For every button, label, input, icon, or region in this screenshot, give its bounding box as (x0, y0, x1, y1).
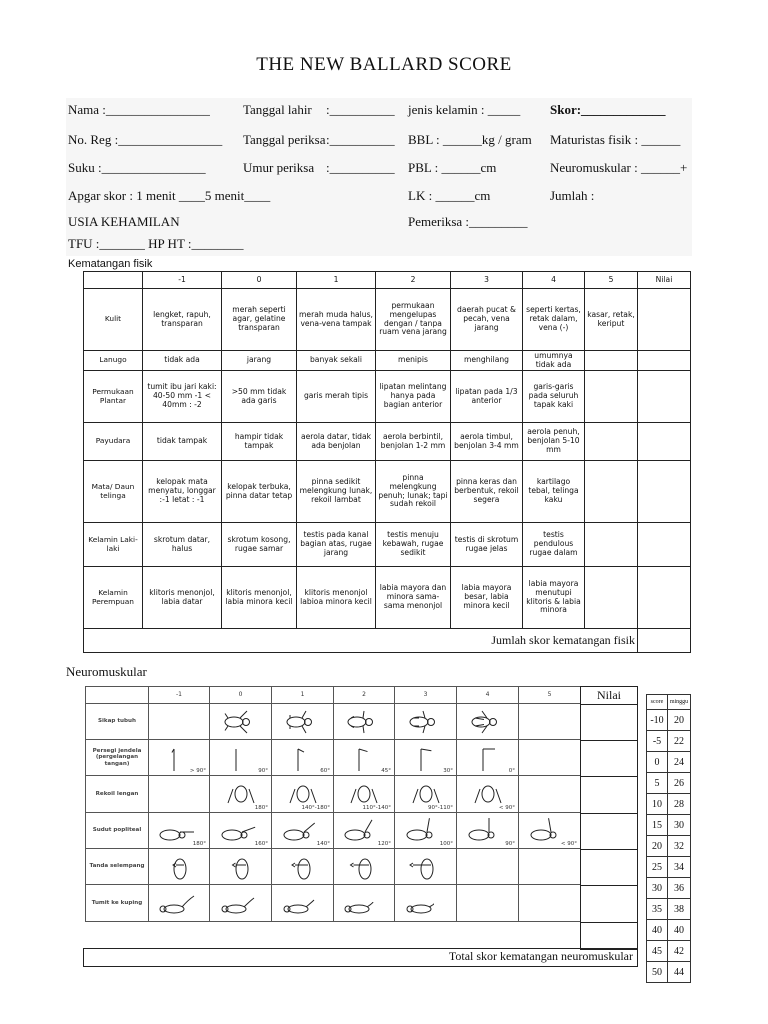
neuro-cell (210, 704, 272, 740)
physical-row (84, 289, 691, 351)
physical-col-header: 3 (451, 272, 523, 289)
neuro-cell (457, 849, 519, 885)
neuro-row (86, 813, 581, 849)
physical-cell: testis pada kanal bagian atas, rugae jarang (297, 523, 376, 567)
neuro-cell (334, 776, 395, 813)
physical-cell: garis-garis pada seluruh tapak kaki (523, 371, 585, 423)
neuro-cell (334, 704, 395, 740)
weeks-value: 24 (668, 752, 691, 773)
neuro-cell (395, 885, 457, 922)
physical-total-row (84, 629, 691, 653)
neuro-row (86, 885, 581, 922)
wrist-angle-icon (463, 743, 513, 773)
weeks-value: 36 (668, 878, 691, 899)
neuro-cell (519, 704, 581, 740)
neuro-nilai-cell[interactable] (581, 886, 637, 923)
physical-cell: skrotum kosong, rugae samar (222, 523, 297, 567)
physical-nilai-cell[interactable] (638, 371, 691, 423)
neuro-cell (334, 885, 395, 922)
field-jenis-kelamin[interactable]: jenis kelamin : _____ (408, 102, 521, 117)
field-maturitas-fisik[interactable]: Maturistas fisik : ______ (550, 132, 681, 147)
physical-cell (585, 567, 638, 629)
heel-to-ear-icon (154, 888, 204, 918)
neuro-cell (149, 885, 210, 922)
weeks-value: 40 (668, 920, 691, 941)
score-conversion-table (646, 694, 691, 983)
score-value: 25 (647, 857, 668, 878)
neuro-section-title: Neuromuskular (66, 664, 147, 679)
heel-to-ear-icon (339, 888, 389, 918)
neuro-nilai-cell[interactable] (581, 850, 637, 886)
weeks-value: 20 (668, 710, 691, 731)
neuro-nilai-cell[interactable] (581, 705, 637, 741)
neuro-col-header: 1 (272, 687, 334, 704)
score-value: 0 (647, 752, 668, 773)
field-nama[interactable]: Nama :________________ (68, 102, 210, 117)
score-row (647, 899, 691, 920)
neuro-nilai-column (580, 686, 638, 950)
heel-to-ear-icon (401, 888, 451, 918)
neuro-cell (457, 704, 519, 740)
neuro-cell (395, 740, 457, 776)
neuro-angle-label: 0° (508, 767, 515, 774)
physical-row (84, 351, 691, 371)
physical-cell: kelopak terbuka, pinna datar tetap (222, 461, 297, 523)
physical-cell: labia mayora dan minora sama-sama menonjol (376, 567, 451, 629)
field-bbl[interactable]: BBL : ______kg / gram (408, 132, 532, 147)
physical-row (84, 371, 691, 423)
neuro-cell (395, 813, 457, 849)
neuro-row-label: Tumit ke kuping (86, 885, 149, 922)
field-no-reg[interactable]: No. Reg :________________ (68, 132, 223, 147)
neuro-nilai-header: Nilai (581, 687, 637, 705)
neuro-cell (272, 885, 334, 922)
neuromuscular-table (85, 686, 581, 922)
score-header-cell: minggu (668, 695, 691, 710)
score-row (647, 794, 691, 815)
score-row (647, 878, 691, 899)
neuro-total-row (83, 948, 638, 967)
neuro-cell (519, 813, 581, 849)
physical-cell: labia mayora besar, labia minora kecil (451, 567, 523, 629)
score-value: 20 (647, 836, 668, 857)
neuro-row-label: Rekoil lengan (86, 776, 149, 813)
physical-cell: tidak ada (143, 351, 222, 371)
score-row (647, 941, 691, 962)
physical-cell: testis pendulous rugae dalam (523, 523, 585, 567)
weeks-value: 30 (668, 815, 691, 836)
physical-cell: pinna melengkung penuh; lunak; tapi sudah rekoil (376, 461, 451, 523)
score-header-cell: score (647, 695, 668, 710)
neuro-angle-label: 180° (192, 840, 206, 847)
physical-cell: skrotum datar, halus (143, 523, 222, 567)
physical-row-label: Kelamin Perempuan (84, 567, 143, 629)
score-value: 15 (647, 815, 668, 836)
physical-row (84, 461, 691, 523)
score-row (647, 857, 691, 878)
neuro-angle-label: 100° (439, 840, 453, 847)
score-value: 45 (647, 941, 668, 962)
neuro-row (86, 704, 581, 740)
posture-figure-icon (401, 707, 451, 737)
weeks-value: 26 (668, 773, 691, 794)
weeks-value: 22 (668, 731, 691, 752)
field-jumlah[interactable]: Jumlah : (550, 188, 595, 203)
score-row (647, 962, 691, 983)
physical-nilai-cell[interactable] (638, 289, 691, 351)
physical-row-label: Kelamin Laki-laki (84, 523, 143, 567)
weeks-value: 28 (668, 794, 691, 815)
score-value: 5 (647, 773, 668, 794)
neuro-cell (210, 885, 272, 922)
physical-cell: permukaan mengelupas dengan / tanpa ruam vena jarang (376, 289, 451, 351)
physical-cell: tumit ibu jari kaki: 40-50 mm -1 < 40mm : -2 (143, 371, 222, 423)
physical-col-header: 2 (376, 272, 451, 289)
field-suku[interactable]: Suku :________________ (68, 160, 206, 175)
neuro-angle-label: 140°-180° (301, 804, 330, 811)
physical-cell (585, 523, 638, 567)
physical-cell: testis menuju kebawah, rugae sedikit (376, 523, 451, 567)
neuro-row-label: Tanda selempang (86, 849, 149, 885)
physical-col-header: 1 (297, 272, 376, 289)
physical-cell: menghilang (451, 351, 523, 371)
neuro-cell (149, 849, 210, 885)
physical-row-label: Lanugo (84, 351, 143, 371)
neuro-cell (519, 776, 581, 813)
physical-cell: testis di skrotum rugae jelas (451, 523, 523, 567)
neuro-angle-label: < 90° (498, 804, 515, 811)
physical-cell: lipatan melintang hanya pada bagian anterior (376, 371, 451, 423)
neuro-cell (334, 813, 395, 849)
neuro-cell (457, 813, 519, 849)
neuro-row (86, 740, 581, 776)
score-row (647, 752, 691, 773)
physical-section-title: Kematangan fisik (68, 258, 153, 270)
physical-col-header: 0 (222, 272, 297, 289)
score-row (647, 815, 691, 836)
field-neuromuskular[interactable]: Neuromuskular : ______+ (550, 160, 688, 175)
neuro-row-label: Sikap tubuh (86, 704, 149, 740)
neuro-cell (149, 776, 210, 813)
physical-cell: hampir tidak tampak (222, 423, 297, 461)
physical-cell: merah muda halus, vena-vena tampak (297, 289, 376, 351)
score-row (647, 836, 691, 857)
posture-figure-icon (216, 707, 266, 737)
score-value: 50 (647, 962, 668, 983)
neuro-cell (210, 813, 272, 849)
neuro-cell (519, 849, 581, 885)
document-title: THE NEW BALLARD SCORE (256, 54, 512, 75)
physical-cell: kasar, retak, keriput (585, 289, 638, 351)
neuro-cell (149, 740, 210, 776)
physical-cell: kelopak mata menyatu, longgar :-1 letat : -1 (143, 461, 222, 523)
physical-row-label: Payudara (84, 423, 143, 461)
neuro-nilai-cell[interactable] (581, 814, 637, 850)
physical-maturity-table (83, 271, 691, 653)
physical-cell: merah seperti agar, gelatine transparan (222, 289, 297, 351)
physical-cell (585, 371, 638, 423)
weeks-value: 38 (668, 899, 691, 920)
physical-col-header: 4 (523, 272, 585, 289)
neuro-col-header: 4 (457, 687, 519, 704)
neuro-angle-label: 120° (377, 840, 391, 847)
heel-to-ear-icon (216, 888, 266, 918)
neuro-angle-label: 30° (443, 767, 453, 774)
neuro-angle-label: 110°-140° (362, 804, 391, 811)
neuro-cell (457, 885, 519, 922)
posture-figure-icon (463, 707, 513, 737)
neuro-angle-label: 45° (381, 767, 391, 774)
physical-cell: aerola datar, tidak ada benjolan (297, 423, 376, 461)
score-value: 30 (647, 878, 668, 899)
physical-cell: aerola berbintil, benjolan 1-2 mm (376, 423, 451, 461)
physical-col-header: -1 (143, 272, 222, 289)
physical-cell: aerola penuh, benjolan 5-10 mm (523, 423, 585, 461)
neuro-cell (334, 740, 395, 776)
physical-cell: aerola timbul, benjolan 3-4 mm (451, 423, 523, 461)
physical-row (84, 423, 691, 461)
physical-nilai-cell[interactable] (638, 523, 691, 567)
field-pbl[interactable]: PBL : ______cm (408, 160, 497, 175)
field-umur-periksa[interactable]: :__________ (326, 160, 395, 175)
neuro-col-header: 2 (334, 687, 395, 704)
physical-cell: kartilago tebal, telinga kaku (523, 461, 585, 523)
neuro-cell (210, 740, 272, 776)
neuro-header-row (86, 687, 581, 704)
physical-cell (585, 423, 638, 461)
weeks-value: 44 (668, 962, 691, 983)
scarf-sign-icon (154, 852, 204, 882)
neuro-angle-label: 90°-110° (428, 804, 453, 811)
neuro-row (86, 849, 581, 885)
neuro-row (86, 776, 581, 813)
neuro-cell (457, 740, 519, 776)
weeks-value: 34 (668, 857, 691, 878)
neuro-cell (272, 704, 334, 740)
score-value: -5 (647, 731, 668, 752)
physical-header-row (84, 272, 691, 289)
patient-info-form (66, 98, 692, 256)
physical-cell: umumnya tidak ada (523, 351, 585, 371)
label-tanggal-lahir: Tanggal lahir (243, 102, 312, 117)
physical-cell: pinna keras dan berbentuk, rekoil segera (451, 461, 523, 523)
score-value: 35 (647, 899, 668, 920)
neuro-angle-label: 160° (254, 840, 268, 847)
neuro-cell (395, 704, 457, 740)
physical-cell: seperti kertas, retak dalam, vena (-) (523, 289, 585, 351)
physical-row (84, 567, 691, 629)
field-skor[interactable]: Skor:_____________ (550, 102, 666, 117)
scarf-sign-icon (401, 852, 451, 882)
scarf-sign-icon (216, 852, 266, 882)
physical-cell: banyak sekali (297, 351, 376, 371)
physical-cell: jarang (222, 351, 297, 371)
field-lk[interactable]: LK : ______cm (408, 188, 491, 203)
physical-cell (585, 461, 638, 523)
neuro-angle-label: 90° (505, 840, 515, 847)
score-value: -10 (647, 710, 668, 731)
neuro-cell (395, 849, 457, 885)
heel-to-ear-icon (278, 888, 328, 918)
label-umur-periksa: Umur periksa (243, 160, 315, 175)
physical-cell: klitoris menonjol labioa minora kecil (297, 567, 376, 629)
neuro-col-header: 5 (519, 687, 581, 704)
neuro-nilai-cell[interactable] (581, 741, 637, 777)
neuro-col-header: 0 (210, 687, 272, 704)
physical-nilai-cell[interactable] (638, 567, 691, 629)
neuro-angle-label: > 90° (189, 767, 206, 774)
field-tanggal-lahir[interactable]: :__________ (326, 102, 395, 117)
neuro-cell (519, 740, 581, 776)
neuro-cell (457, 776, 519, 813)
field-pemeriksa[interactable]: Pemeriksa :_________ (408, 214, 528, 229)
neuro-cell (334, 849, 395, 885)
neuro-cell (149, 813, 210, 849)
physical-total-value[interactable] (638, 629, 691, 653)
neuro-cell (149, 704, 210, 740)
score-value: 40 (647, 920, 668, 941)
neuro-angle-label: 180° (254, 804, 268, 811)
physical-header-corner (84, 272, 143, 289)
physical-cell: pinna sedikit melengkung lunak, rekoil lambat (297, 461, 376, 523)
neuro-cell (272, 776, 334, 813)
field-tanggal-periksa[interactable]: :__________ (326, 132, 395, 147)
neuro-cell (210, 849, 272, 885)
physical-row-label: Mata/ Daun telinga (84, 461, 143, 523)
physical-cell: daerah pucat & pecah, vena jarang (451, 289, 523, 351)
weeks-value: 42 (668, 941, 691, 962)
score-value: 10 (647, 794, 668, 815)
weeks-value: 32 (668, 836, 691, 857)
physical-row-label: Permukaan Plantar (84, 371, 143, 423)
score-row (647, 731, 691, 752)
neuro-cell (272, 849, 334, 885)
physical-nilai-cell[interactable] (638, 423, 691, 461)
physical-col-header: Nilai (638, 272, 691, 289)
neuro-cell (519, 885, 581, 922)
physical-row-label: Kulit (84, 289, 143, 351)
neuro-nilai-cell[interactable] (581, 777, 637, 814)
score-row (647, 773, 691, 794)
physical-cell: >50 mm tidak ada garis (222, 371, 297, 423)
physical-col-header: 5 (585, 272, 638, 289)
label-usia-kehamilan: USIA KEHAMILAN (68, 214, 180, 229)
neuro-angle-label: 90° (258, 767, 268, 774)
physical-total-label: Jumlah skor kematangan fisik (84, 629, 638, 653)
physical-cell: lipatan pada 1/3 anterior (451, 371, 523, 423)
physical-cell: labia mayora menutupi klitoris & labia minora (523, 567, 585, 629)
neuro-col-header: -1 (149, 687, 210, 704)
score-row (647, 920, 691, 941)
neuro-col-header: 3 (395, 687, 457, 704)
physical-cell: garis merah tipis (297, 371, 376, 423)
neuro-row-label: Persegi jendela (pergelangan tangan) (86, 740, 149, 776)
neuro-header-corner (86, 687, 149, 704)
label-tanggal-periksa: Tanggal periksa (243, 132, 326, 147)
physical-cell: menipis (376, 351, 451, 371)
neuro-cell (395, 776, 457, 813)
posture-figure-icon (339, 707, 389, 737)
neuro-row-label: Sudut popliteal (86, 813, 149, 849)
physical-row (84, 523, 691, 567)
field-apgar[interactable]: Apgar skor : 1 menit ____5 menit____ (68, 188, 271, 203)
neuro-angle-label: 60° (320, 767, 330, 774)
physical-cell: lengket, rapuh, transparan (143, 289, 222, 351)
neuro-angle-label: < 90° (560, 840, 577, 847)
score-header-row (647, 695, 691, 710)
physical-nilai-cell[interactable] (638, 461, 691, 523)
neuro-cell (272, 740, 334, 776)
neuro-cell (272, 813, 334, 849)
physical-nilai-cell[interactable] (638, 351, 691, 371)
physical-cell: klitoris menonjol, labia datar (143, 567, 222, 629)
physical-cell: klitoris menonjol, labia minora kecil (222, 567, 297, 629)
field-tfu[interactable]: TFU :_______ HP HT :________ (68, 236, 244, 251)
score-row (647, 710, 691, 731)
physical-cell: tidak tampak (143, 423, 222, 461)
neuro-angle-label: 140° (316, 840, 330, 847)
scarf-sign-icon (339, 852, 389, 882)
neuro-cell (210, 776, 272, 813)
physical-cell (585, 351, 638, 371)
neuro-total-label: Total skor kematangan neuromuskular (448, 949, 633, 963)
scarf-sign-icon (278, 852, 328, 882)
posture-figure-icon (278, 707, 328, 737)
